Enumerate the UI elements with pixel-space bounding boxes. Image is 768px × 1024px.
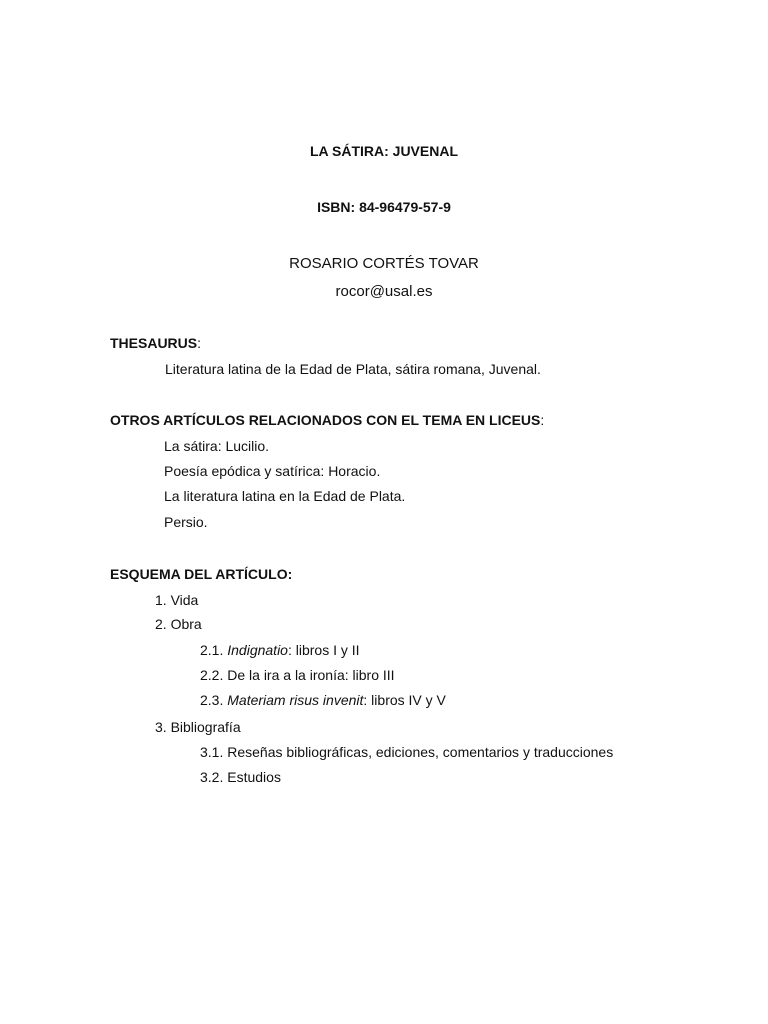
thesaurus-heading: THESAURUS <box>110 335 198 351</box>
outline-item-3-1: 3.1. Reseñas bibliográficas, ediciones, comentarios y traducciones <box>200 744 614 760</box>
author-name: ROSARIO CORTÉS TOVAR <box>289 255 479 272</box>
related-item: La literatura latina en la Edad de Plata. <box>164 488 406 504</box>
outline-item-2-1 <box>200 642 360 660</box>
thesaurus-colon: : <box>197 335 202 351</box>
isbn-line: ISBN: 84-96479-57-9 <box>317 199 451 215</box>
outline-item-3-2: 3.2. Estudios <box>200 769 281 785</box>
thesaurus-text: Literatura latina de la Edad de Plata, sátira romana, Juvenal. <box>165 361 541 377</box>
outline-item-2-3 <box>200 692 446 710</box>
related-heading-line <box>110 412 544 430</box>
related-item: Poesía epódica y satírica: Horacio. <box>164 463 381 479</box>
outline-heading: ESQUEMA DEL ARTÍCULO: <box>110 566 293 582</box>
outline-item-2-3-italic: Materiam risus invenit <box>227 692 364 708</box>
outline-item-2-1-italic: Indignatio <box>227 642 288 658</box>
thesaurus-heading-line <box>110 335 201 353</box>
related-colon: : <box>540 412 545 428</box>
document-title: LA SÁTIRA: JUVENAL <box>309 143 459 159</box>
outline-item-2-1-rest: : libros I y II <box>287 642 360 658</box>
outline-item-2-3-rest: : libros IV y V <box>363 692 446 708</box>
related-item: La sátira: Lucilio. <box>164 438 270 454</box>
outline-item-2: 2. Obra <box>155 616 202 632</box>
outline-item-1: 1. Vida <box>155 592 199 608</box>
related-heading: OTROS ARTÍCULOS RELACIONADOS CON EL TEMA EN LICEUS <box>110 412 541 428</box>
outline-item-2-3-number: 2.3. <box>200 692 228 708</box>
related-item: Persio. <box>164 514 208 530</box>
author-email: rocor@usal.es <box>335 283 433 300</box>
outline-item-2-1-number: 2.1. <box>200 642 228 658</box>
outline-item-3: 3. Bibliografía <box>155 719 241 735</box>
outline-item-2-2: 2.2. De la ira a la ironía: libro III <box>200 667 395 683</box>
